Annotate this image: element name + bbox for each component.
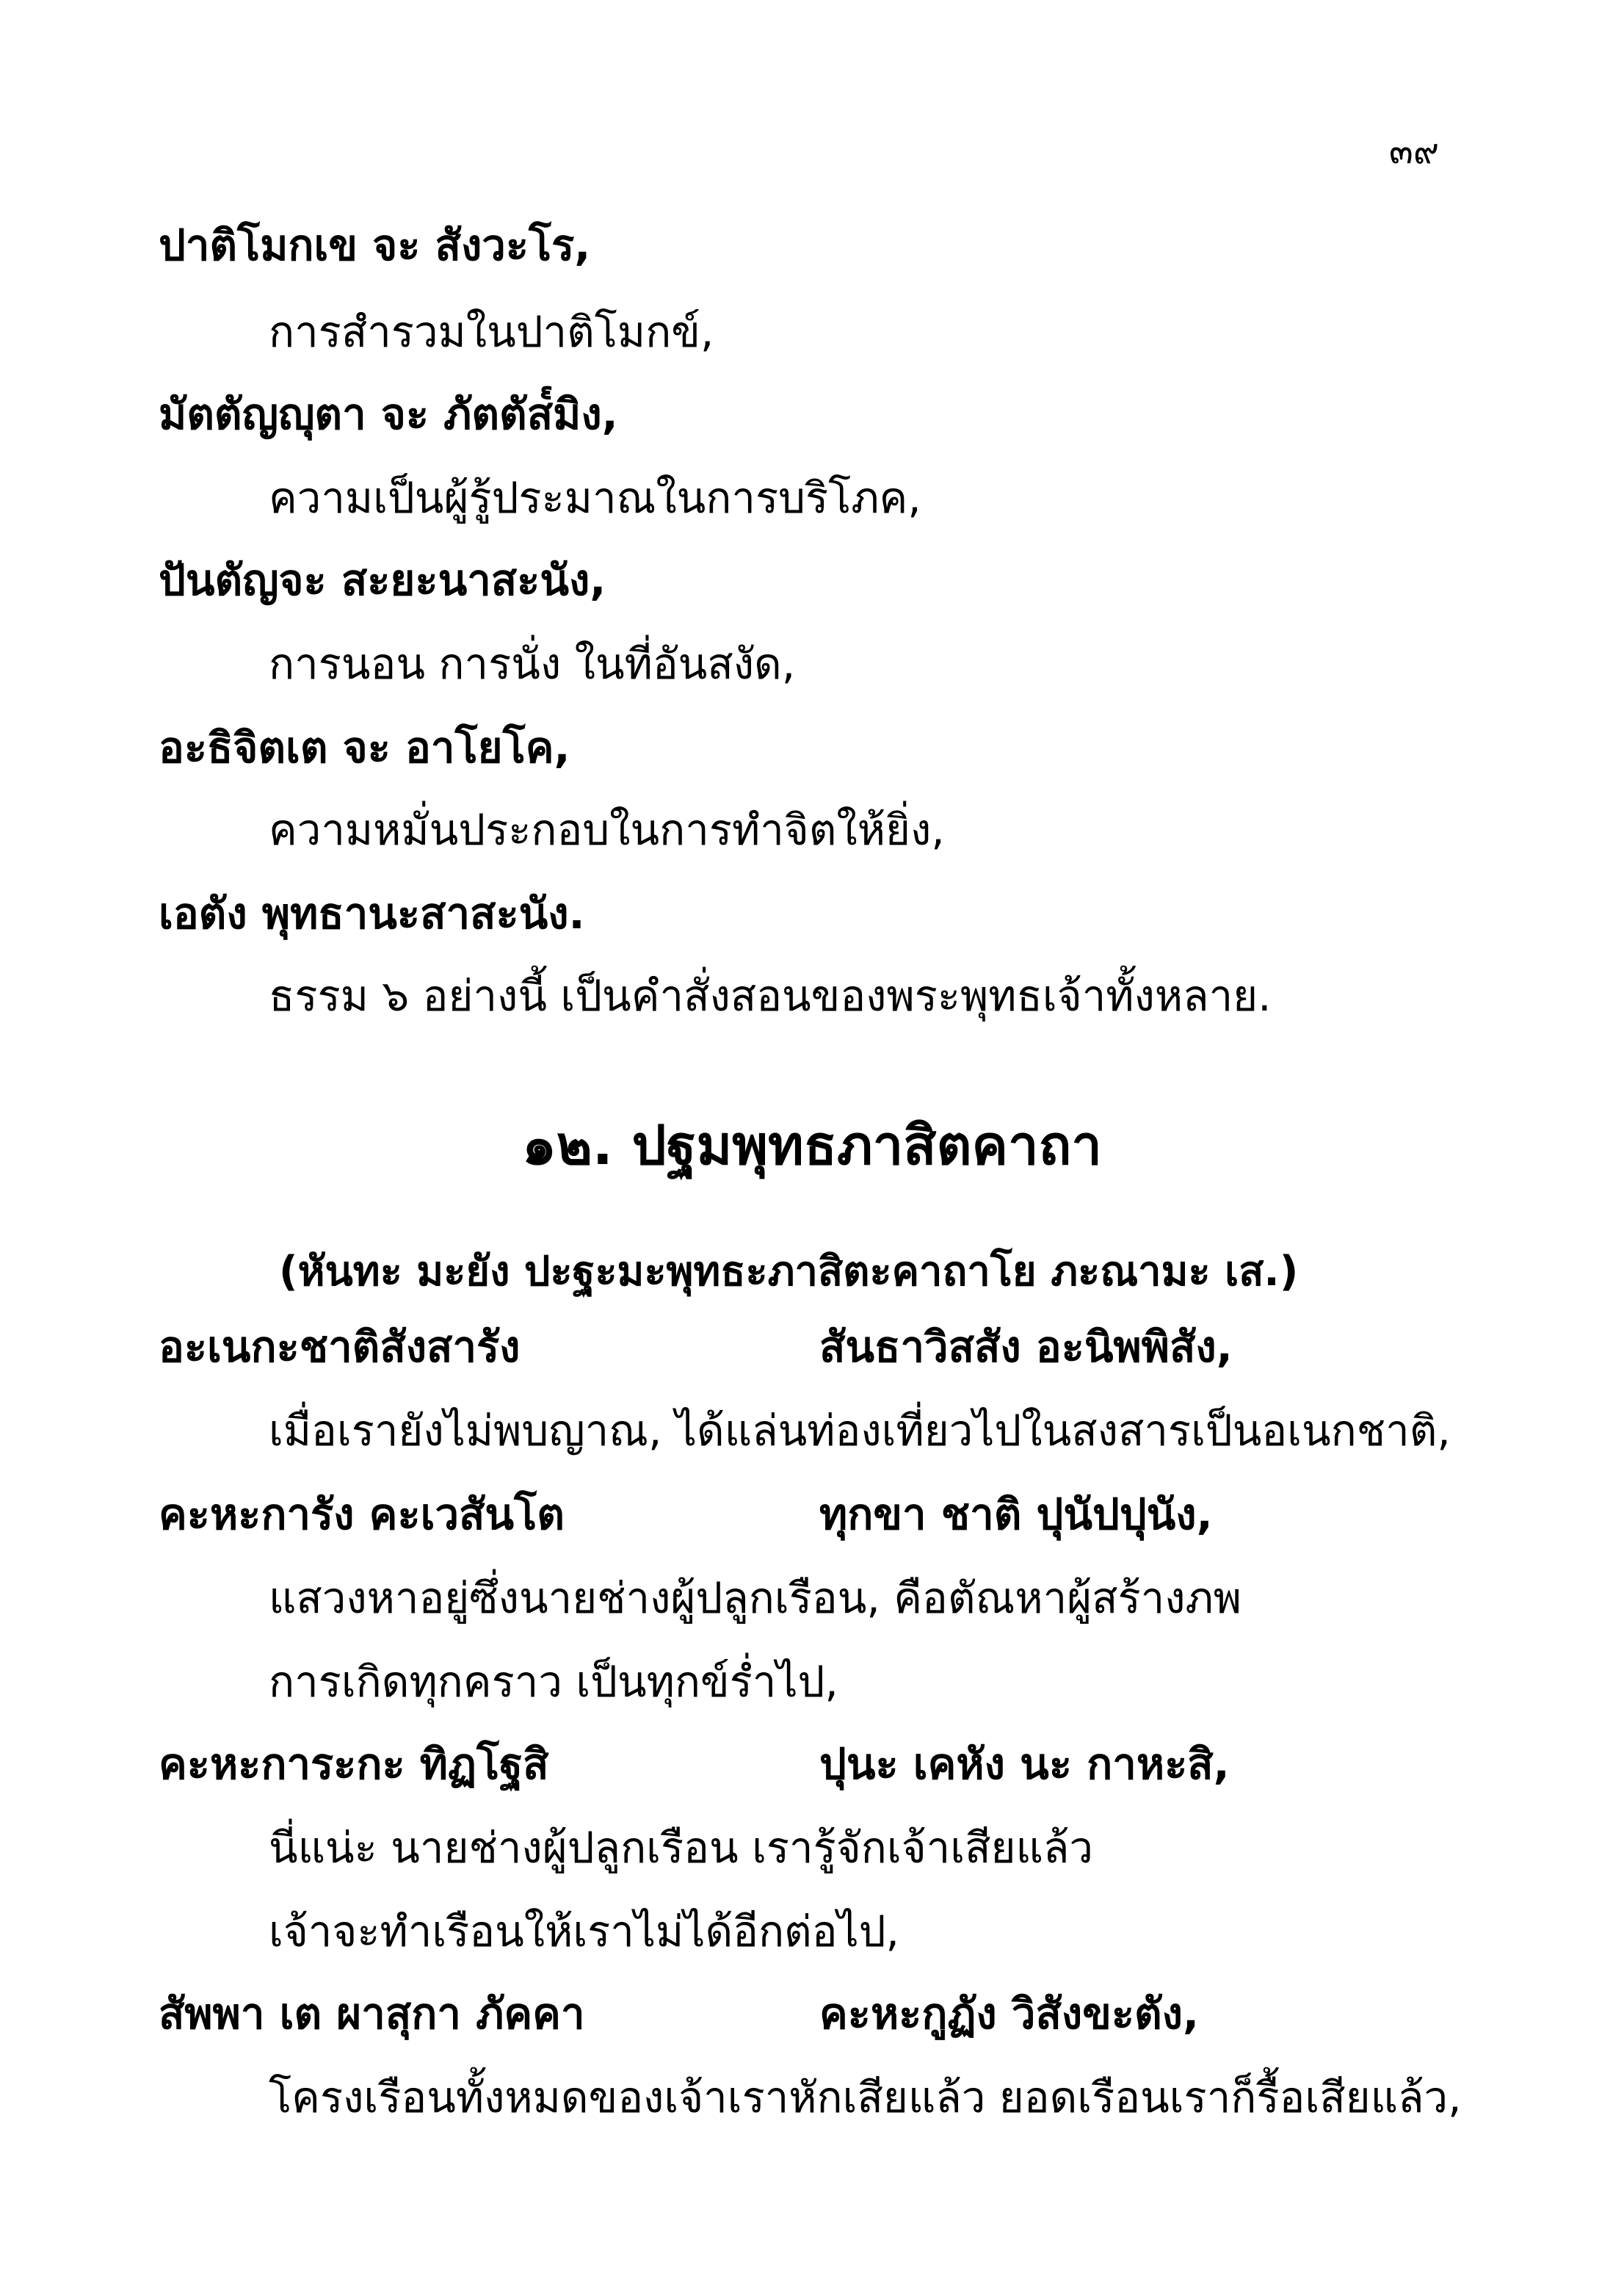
verse-thai-1: การสำรวมในปาติโมกข์, bbox=[269, 307, 714, 357]
gatha-right-3: ปุนะ เคหัง นะ กาหะสิ, bbox=[819, 1739, 1230, 1789]
gatha-thai-1a: เมื่อเรายังไม่พบญาณ, ได้แล่นท่องเที่ยวไปในสงสารเป็นอเนกชาติ, bbox=[269, 1406, 1451, 1456]
gatha-right-2: ทุกขา ชาติ ปุนัปปุนัง, bbox=[819, 1489, 1213, 1539]
gatha-left-3: คะหะการะกะ ทิฏโฐสิ bbox=[159, 1739, 549, 1789]
section-invocation: (หันทะ มะยัง ปะฐะมะพุทธะภาสิตะคาถาโย ภะณามะ เส.) bbox=[279, 1248, 1299, 1295]
verse-pali-2: มัตตัญญุตา จะ ภัตตัส๎มิง, bbox=[159, 389, 618, 439]
page-number: ๓๙ bbox=[1389, 131, 1439, 172]
gatha-right-1: สันธาวิสสัง อะนิพพิสัง, bbox=[819, 1322, 1233, 1372]
gatha-thai-3a: นี่แน่ะ นายช่างผู้ปลูกเรือน เรารู้จักเจ้าเสียแล้ว bbox=[269, 1823, 1093, 1873]
verse-pali-4: อะธิจิตเต จะ อาโยโค, bbox=[159, 723, 570, 773]
gatha-left-4: สัพพา เต ผาสุกา ภัคคา bbox=[159, 1989, 585, 2039]
verse-thai-3: การนอน การนั่ง ในที่อันสงัด, bbox=[269, 639, 796, 689]
gatha-thai-3b: เจ้าจะทำเรือนให้เราไม่ได้อีกต่อไป, bbox=[269, 1907, 899, 1956]
verse-thai-2: ความเป็นผู้รู้ประมาณในการบริโภค, bbox=[269, 473, 921, 523]
verse-thai-5: ธรรม ๖ อย่างนี้ เป็นคำสั่งสอนของพระพุทธเจ้าทั้งหลาย. bbox=[269, 971, 1272, 1021]
verse-pali-3: ปันตัญจะ สะยะนาสะนัง, bbox=[159, 555, 606, 605]
verse-thai-4: ความหมั่นประกอบในการทำจิตให้ยิ่ง, bbox=[269, 805, 945, 855]
verse-pali-1: ปาติโมกเข จะ สังวะโร, bbox=[159, 220, 591, 270]
gatha-thai-2b: การเกิดทุกคราว เป็นทุกข์ร่ำไป, bbox=[269, 1657, 838, 1707]
gatha-left-2: คะหะการัง คะเวสันโต bbox=[159, 1489, 565, 1539]
verse-pali-5: เอตัง พุทธานะสาสะนัง. bbox=[159, 889, 585, 939]
gatha-right-4: คะหะกูฏัง วิสังขะตัง, bbox=[819, 1989, 1200, 2039]
gatha-thai-4a: โครงเรือนทั้งหมดของเจ้าเราหักเสียแล้ว ยอดเรือนเราก็รื้อเสียแล้ว, bbox=[269, 2072, 1462, 2122]
gatha-left-1: อะเนกะชาติสังสารัง bbox=[159, 1322, 521, 1372]
section-title: ๑๒. ปฐมพุทธภาสิตคาถา bbox=[522, 1114, 1102, 1177]
gatha-thai-2a: แสวงหาอยู่ซึ่งนายช่างผู้ปลูกเรือน, คือตัณหาผู้สร้างภพ bbox=[269, 1573, 1242, 1623]
